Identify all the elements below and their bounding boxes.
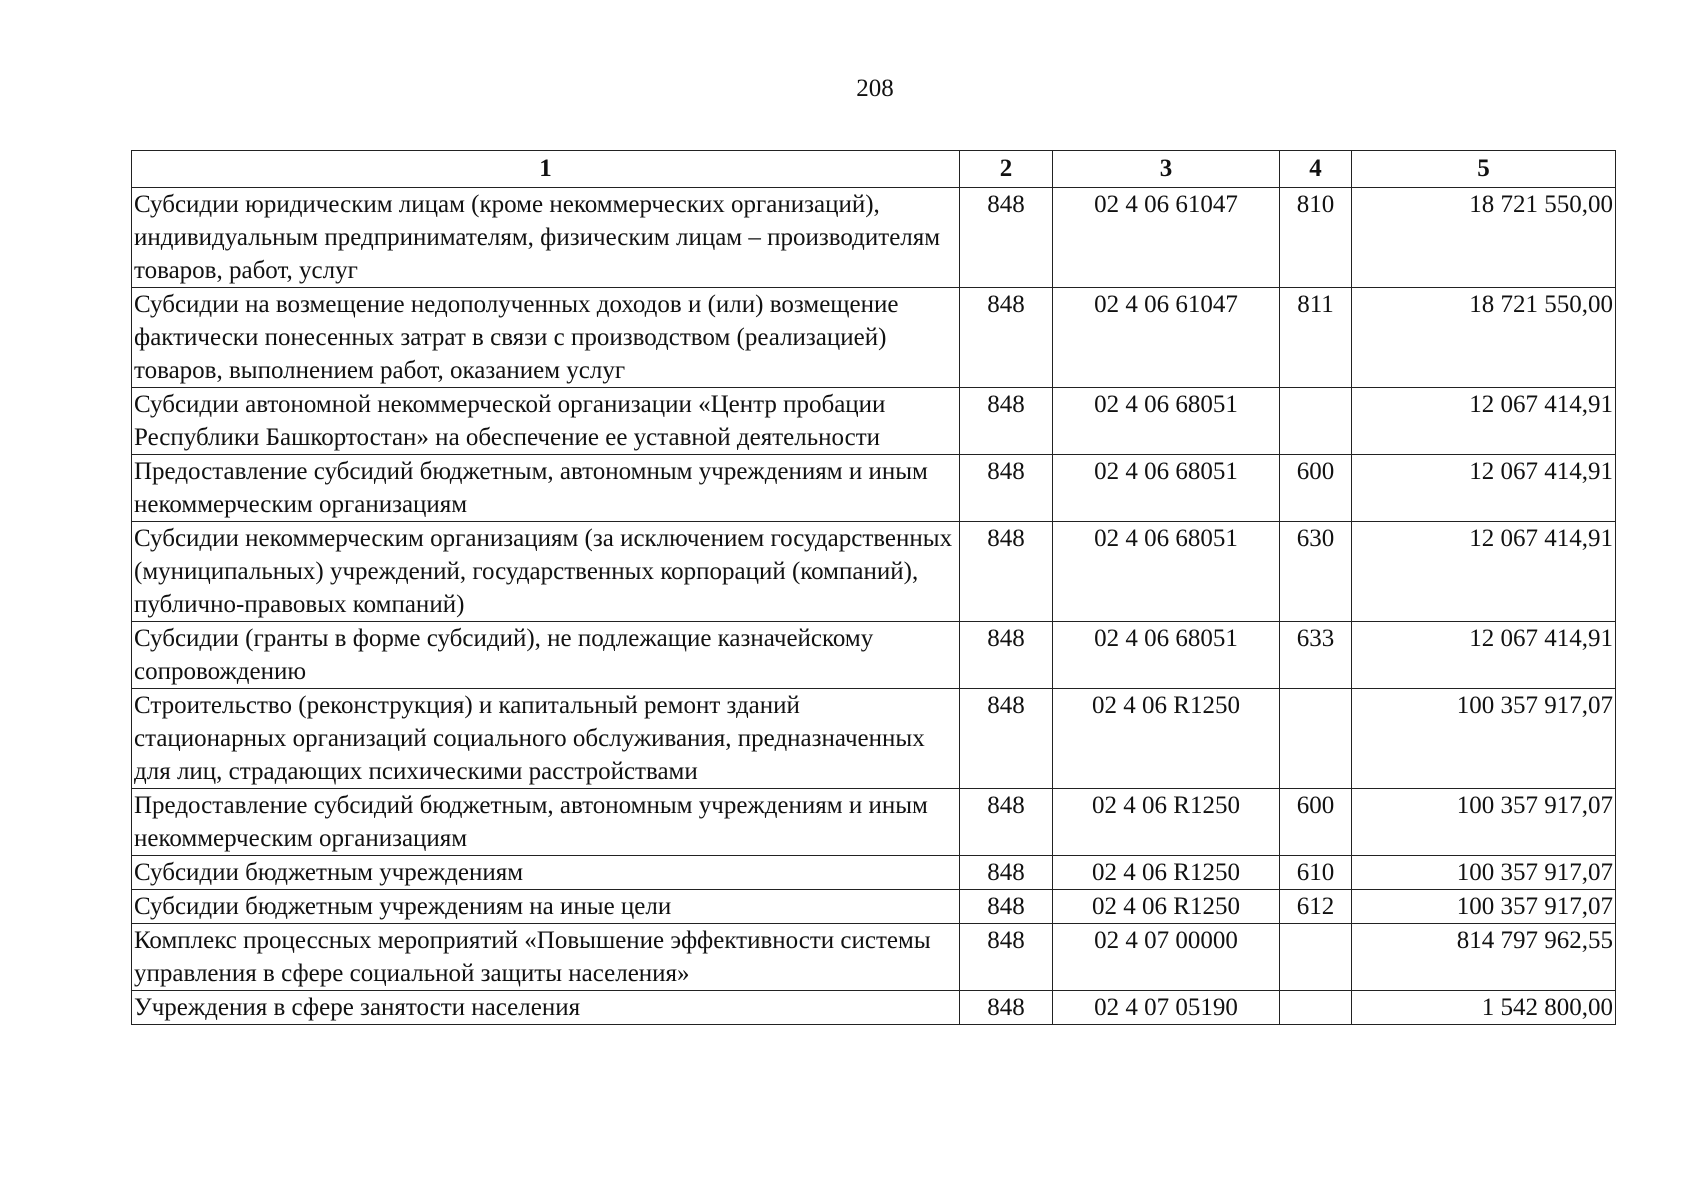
row-name-cell: Предоставление субсидий бюджетным, автономным учреждениям и иным некоммерческим организациям [132,455,960,522]
table-header-row [132,151,1616,188]
row-type-cell: 600 [1280,789,1352,856]
row-amount-cell: 18 721 550,00 [1352,288,1616,388]
budget-table [131,150,1616,1025]
column-header-4: 4 [1280,151,1352,188]
row-dept-cell: 848 [960,924,1053,991]
row-dept-cell: 848 [960,455,1053,522]
row-dept-cell: 848 [960,991,1053,1025]
table-row [132,522,1616,622]
row-code-cell: 02 4 06 68051 [1053,388,1280,455]
row-amount-cell: 1 542 800,00 [1352,991,1616,1025]
column-header-5: 5 [1352,151,1616,188]
table-row [132,890,1616,924]
row-dept-cell: 848 [960,188,1053,288]
row-type-cell: 610 [1280,856,1352,890]
row-amount-cell: 12 067 414,91 [1352,455,1616,522]
table-row [132,924,1616,991]
table-row [132,455,1616,522]
row-dept-cell: 848 [960,622,1053,689]
row-type-cell [1280,689,1352,789]
row-name-cell: Субсидии автономной некоммерческой организации «Центр пробации Республики Башкортостан» на обеспечение ее уставной деятельности [132,388,960,455]
row-type-cell: 811 [1280,288,1352,388]
row-code-cell: 02 4 07 05190 [1053,991,1280,1025]
column-header-2: 2 [960,151,1053,188]
row-type-cell: 600 [1280,455,1352,522]
row-code-cell: 02 4 06 R1250 [1053,890,1280,924]
row-code-cell: 02 4 06 68051 [1053,522,1280,622]
table-row [132,622,1616,689]
column-header-1: 1 [132,151,960,188]
row-amount-cell: 12 067 414,91 [1352,522,1616,622]
row-amount-cell: 100 357 917,07 [1352,890,1616,924]
row-type-cell: 630 [1280,522,1352,622]
table-row [132,188,1616,288]
row-name-cell: Субсидии некоммерческим организациям (за исключением государственных (муниципальных) учреждений, государственных корпораций (компаний), публично-правовых компаний) [132,522,960,622]
row-name-cell: Строительство (реконструкция) и капитальный ремонт зданий стационарных организаций социального обслуживания, предназначенных для лиц, страдающих психическими расстройствами [132,689,960,789]
row-dept-cell: 848 [960,689,1053,789]
row-type-cell [1280,924,1352,991]
row-code-cell: 02 4 06 68051 [1053,455,1280,522]
row-code-cell: 02 4 06 68051 [1053,622,1280,689]
row-name-cell: Субсидии юридическим лицам (кроме некоммерческих организаций), индивидуальным предпринимателям, физическим лицам – производителям товаров, работ, услуг [132,188,960,288]
row-amount-cell: 12 067 414,91 [1352,622,1616,689]
row-type-cell [1280,388,1352,455]
column-header-3: 3 [1053,151,1280,188]
row-name-cell: Субсидии на возмещение недополученных доходов и (или) возмещение фактически понесенных затрат в связи с производством (реализацией) товаров, выполнением работ, оказанием услуг [132,288,960,388]
row-dept-cell: 848 [960,288,1053,388]
row-type-cell: 633 [1280,622,1352,689]
row-code-cell: 02 4 06 R1250 [1053,689,1280,789]
row-code-cell: 02 4 06 R1250 [1053,856,1280,890]
row-dept-cell: 848 [960,890,1053,924]
row-dept-cell: 848 [960,789,1053,856]
row-code-cell: 02 4 06 61047 [1053,188,1280,288]
row-type-cell: 612 [1280,890,1352,924]
table-row [132,856,1616,890]
row-code-cell: 02 4 07 00000 [1053,924,1280,991]
row-code-cell: 02 4 06 R1250 [1053,789,1280,856]
row-name-cell: Субсидии бюджетным учреждениям [132,856,960,890]
row-amount-cell: 12 067 414,91 [1352,388,1616,455]
row-dept-cell: 848 [960,388,1053,455]
row-name-cell: Субсидии (гранты в форме субсидий), не подлежащие казначейскому сопровождению [132,622,960,689]
row-amount-cell: 100 357 917,07 [1352,789,1616,856]
row-name-cell: Субсидии бюджетным учреждениям на иные цели [132,890,960,924]
row-amount-cell: 100 357 917,07 [1352,856,1616,890]
row-name-cell: Комплекс процессных мероприятий «Повышение эффективности системы управления в сфере социальной защиты населения» [132,924,960,991]
row-type-cell [1280,991,1352,1025]
row-amount-cell: 100 357 917,07 [1352,689,1616,789]
page-number: 208 [856,75,894,102]
row-name-cell: Учреждения в сфере занятости населения [132,991,960,1025]
row-amount-cell: 814 797 962,55 [1352,924,1616,991]
row-type-cell: 810 [1280,188,1352,288]
table-row [132,689,1616,789]
table-row [132,991,1616,1025]
row-name-cell: Предоставление субсидий бюджетным, автономным учреждениям и иным некоммерческим организациям [132,789,960,856]
row-code-cell: 02 4 06 61047 [1053,288,1280,388]
table-row [132,789,1616,856]
table-row [132,288,1616,388]
row-amount-cell: 18 721 550,00 [1352,188,1616,288]
row-dept-cell: 848 [960,856,1053,890]
row-dept-cell: 848 [960,522,1053,622]
table-row [132,388,1616,455]
